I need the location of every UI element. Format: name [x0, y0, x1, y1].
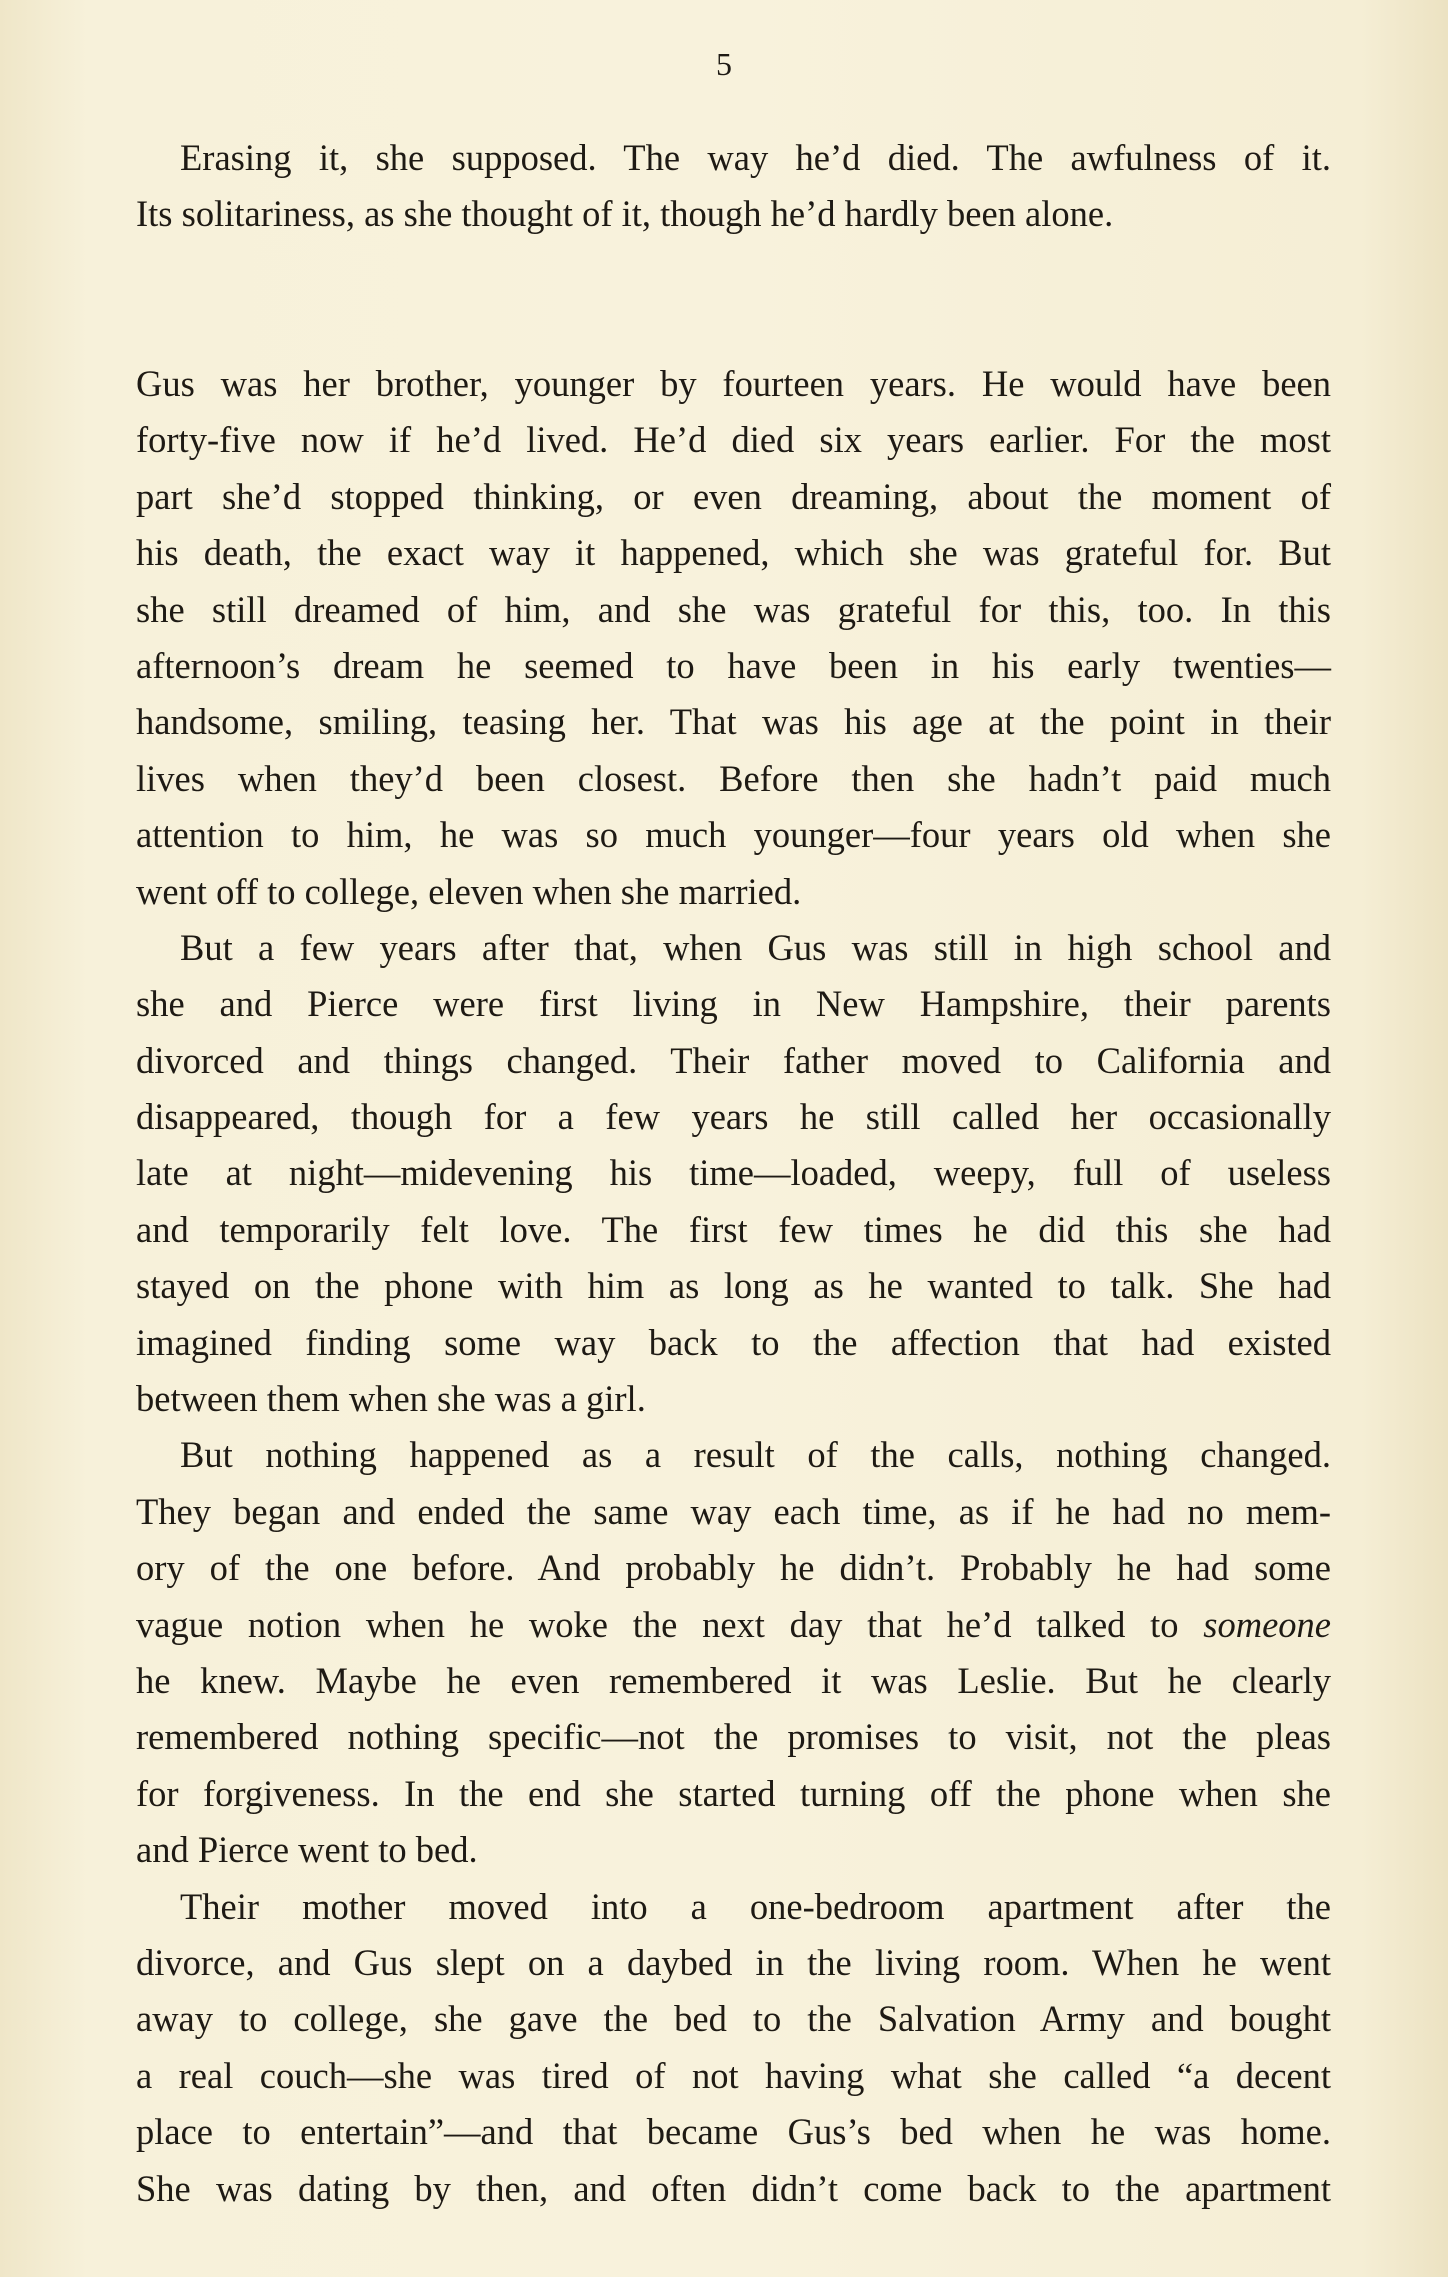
text-line: But nothing happened as a result of the calls, nothing changed. [180, 1434, 1331, 1476]
page-number: 5 [716, 46, 732, 82]
text-line: Their mother moved into a one-bedroom apartment after the [180, 1885, 1331, 1927]
text-line: she still dreamed of him, and she was grateful for this, too. In this [136, 588, 1331, 630]
text-line: afternoon’s dream he seemed to have been in his early twenties— [136, 644, 1331, 686]
body-text [136, 356, 1331, 2217]
text-line: for forgiveness. In the end she started turning off the phone when she [136, 1772, 1331, 1814]
text-line: place to entertain”—and that became Gus’s bed when he was home. [136, 2111, 1331, 2153]
text-line: Erasing it, she supposed. The way he’d died. The awfulness of it. [180, 137, 1331, 178]
text-line: She was dating by then, and often didn’t come back to the apartment [136, 2167, 1331, 2209]
text-line: late at night—midevening his time—loaded, weepy, full of useless [136, 1152, 1331, 1194]
text-line: ory of the one before. And probably he didn’t. Probably he had some [136, 1547, 1331, 1589]
text-line: and temporarily felt love. The first few times he did this she had [136, 1208, 1331, 1250]
text-line: divorced and things changed. Their father moved to California and [136, 1039, 1331, 1081]
text-line: divorce, and Gus slept on a daybed in the living room. When he went [136, 1941, 1331, 1983]
text-line: and Pierce went to bed. [136, 1829, 478, 1871]
text-line: imagined finding some way back to the affection that had existed [136, 1321, 1331, 1363]
text-line: Its solitariness, as she thought of it, though he’d hardly been alone. [136, 193, 1114, 235]
text-line: remembered nothing specific—not the promises to visit, not the pleas [136, 1716, 1331, 1758]
text-line: But a few years after that, when Gus was still in high school and [180, 926, 1331, 968]
text-line: lives when they’d been closest. Before then she hadn’t paid much [136, 757, 1331, 799]
text-line: between them when she was a girl. [136, 1378, 646, 1420]
text-line: They began and ended the same way each time, as if he had no mem- [136, 1490, 1331, 1532]
text-line-with-emphasis [136, 1597, 1331, 1653]
emphasis-word: someone [1203, 1603, 1332, 1645]
text-line: she and Pierce were first living in New Hampshire, their parents [136, 983, 1331, 1025]
text-line: a real couch—she was tired of not having what she called “a decent [136, 2054, 1331, 2096]
text-line: away to college, she gave the bed to the Salvation Army and bought [136, 1998, 1331, 2040]
text-line-segment: vague notion when he woke the next day that he’d talked to [136, 1603, 1179, 1645]
text-line: disappeared, though for a few years he still called her occasionally [136, 1096, 1331, 1138]
text-line: stayed on the phone with him as long as he wanted to talk. She had [136, 1265, 1331, 1307]
text-line: his death, the exact way it happened, which she was grateful for. But [136, 532, 1331, 574]
text-line: part she’d stopped thinking, or even dreaming, about the moment of [136, 475, 1331, 517]
text-line: he knew. Maybe he even remembered it was Leslie. But he clearly [136, 1659, 1331, 1701]
text-line: went off to college, eleven when she married. [136, 870, 802, 912]
text-line: Gus was her brother, younger by fourteen years. He would have been [136, 363, 1331, 404]
opening-paragraph [136, 130, 1331, 243]
text-line: forty-five now if he’d lived. He’d died six years earlier. For the most [136, 419, 1331, 461]
text-line: handsome, smiling, teasing her. That was his age at the point in their [136, 701, 1331, 743]
text-line: attention to him, he was so much younger—four years old when she [136, 814, 1331, 856]
